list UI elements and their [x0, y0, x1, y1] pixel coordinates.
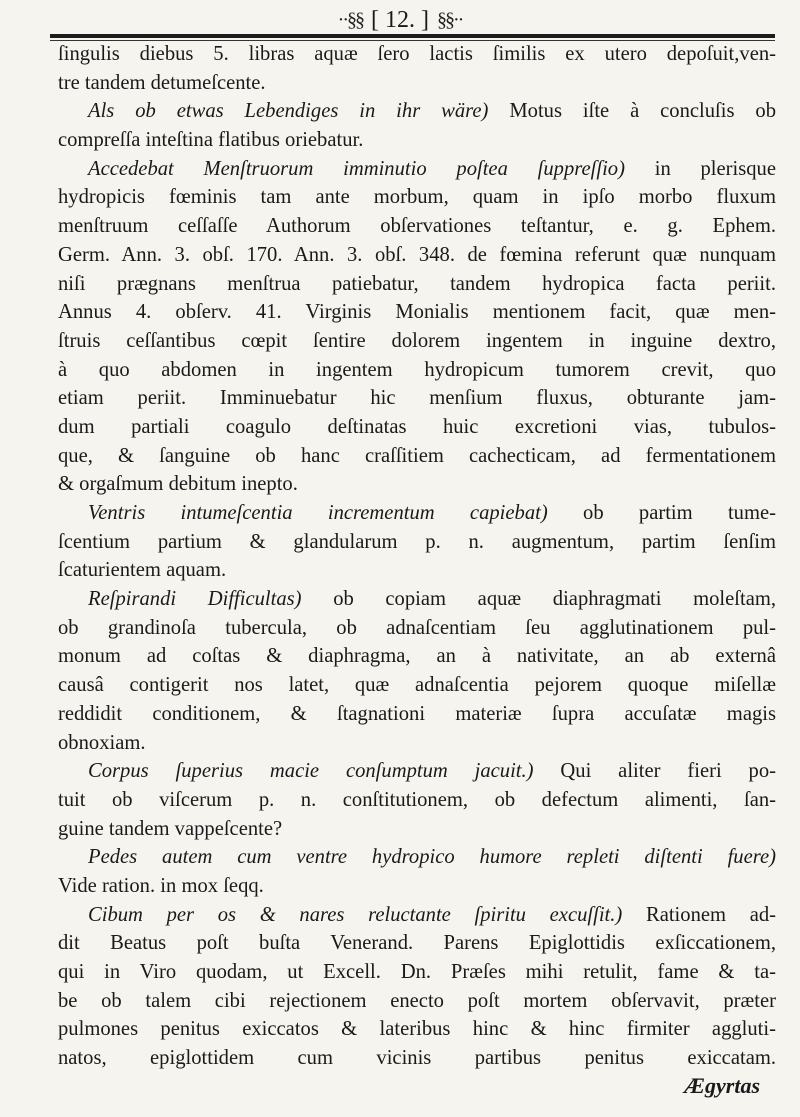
text-line: Vide ration. in mox ſeqq.	[58, 874, 264, 897]
text-line: ſcaturientem aquam.	[58, 559, 227, 582]
text-line: Als ob etwas Lebendiges in ihr wäre) Motus iſte à concluſis ob	[88, 100, 776, 123]
text-line: & orgaſmum debitum inepto.	[58, 473, 298, 496]
text-line: monum ad coſtas & diaphragma, an à nativitate, an ab externâ	[58, 645, 776, 668]
text-line: natos, epiglottidem cum vicinis partibus penitus exiccatam.	[58, 1047, 776, 1070]
text-line: Annus 4. obſerv. 41. Virginis Monialis mentionem facit, quæ men-	[58, 301, 776, 324]
text-line: tuit ob viſcerum p. n. conſtitutionem, ob defectum alimenti, ſan-	[58, 788, 776, 811]
text-line: qui in Viro quodam, ut Excell. Dn. Præſes mihi retulit, fame & ta-	[58, 961, 776, 983]
page-number: [ 12. ]	[371, 6, 429, 33]
text-line: menſtruum ceſſaſſe Authorum obſervationes teſtantur, e. g. Ephem.	[58, 215, 776, 238]
text-line: ſingulis diebus 5. libras aquæ ſero lactis ſimilis ex utero depoſuit,ven-	[58, 43, 776, 65]
text-line: que, & ſanguine ob hanc craſſitiem cachecticam, ad fermentationem	[58, 444, 776, 467]
text-line: causâ contigerit nos latet, quæ adnaſcentia pejorem quoque miſellæ	[58, 674, 776, 697]
text-line: obnoxiam.	[58, 731, 146, 754]
text-line: à quo abdomen in ingentem hydropicum tumorem crevit, quo	[58, 358, 776, 381]
running-header	[0, 6, 800, 34]
text-line: Reſpirandi Difficultas) ob copiam aquæ diaphragmati moleſtam,	[88, 588, 776, 611]
text-line: ſtruis ceſſantibus cœpit ſentire dolorem ingentem in inguine dextro,	[58, 329, 776, 352]
text-line: ob grandinoſa tubercula, ob adnaſcentiam ſeu agglutinationem pul-	[58, 616, 776, 639]
ornament-right: §§··	[436, 8, 463, 31]
body-text	[58, 40, 776, 1073]
text-line: Pedes autem cum ventre hydropico humore repleti diſtenti fuere)	[88, 846, 776, 869]
text-line: Ventris intumeſcentia incrementum capiebat) ob partim tume-	[88, 502, 776, 524]
text-line: Cibum per os & nares reluctante ſpiritu excuſſit.) Rationem ad-	[88, 903, 776, 926]
text-line: reddidit conditionem, & ſtagnationi materiæ ſupra accuſatæ magis	[58, 702, 776, 725]
text-line: Corpus ſuperius macie conſumptum jacuit.) Qui aliter fieri po-	[88, 760, 776, 783]
ornament-left: ··§§	[337, 8, 363, 31]
text-line: tre tandem detumeſcente.	[58, 71, 266, 94]
text-line: be ob talem cibi rejectionem enecto poſt mortem obſervavit, præter	[58, 989, 776, 1012]
text-line: guine tandem vappeſcente?	[58, 817, 283, 840]
text-line: etiam periit. Imminuebatur hic menſium fluxus, obturante jam-	[58, 387, 776, 410]
text-line: pulmones penitus exiccatos & lateribus hinc & hinc firmiter aggluti-	[58, 1018, 776, 1041]
text-line: compreſſa inteſtina flatibus oriebatur.	[58, 129, 364, 152]
text-line: niſi prægnans menſtrua patiebatur, tandem hydropica facta periit.	[58, 272, 776, 295]
text-line: dum partiali coagulo deſtinatas huic excretioni vias, tubulos-	[58, 415, 776, 438]
text-line: ſcentium partium & glandularum p. n. augmentum, partim ſenſim	[58, 530, 776, 553]
text-line: Germ. Ann. 3. obſ. 170. Ann. 3. obſ. 348. de fœmina referunt quæ nunquam	[58, 243, 776, 266]
text-line: Accedebat Menſtruorum imminutio poſtea ſuppreſſio) in plerisque	[88, 157, 776, 180]
text-line: dit Beatus poſt buſta Venerand. Parens Epiglottidis exſiccationem,	[58, 932, 776, 955]
catchword: Ægyrtas	[684, 1073, 760, 1098]
text-line: hydropicis fœminis tam ante morbum, quam in ipſo morbo fluxum	[58, 186, 776, 209]
header-rule	[50, 34, 775, 38]
